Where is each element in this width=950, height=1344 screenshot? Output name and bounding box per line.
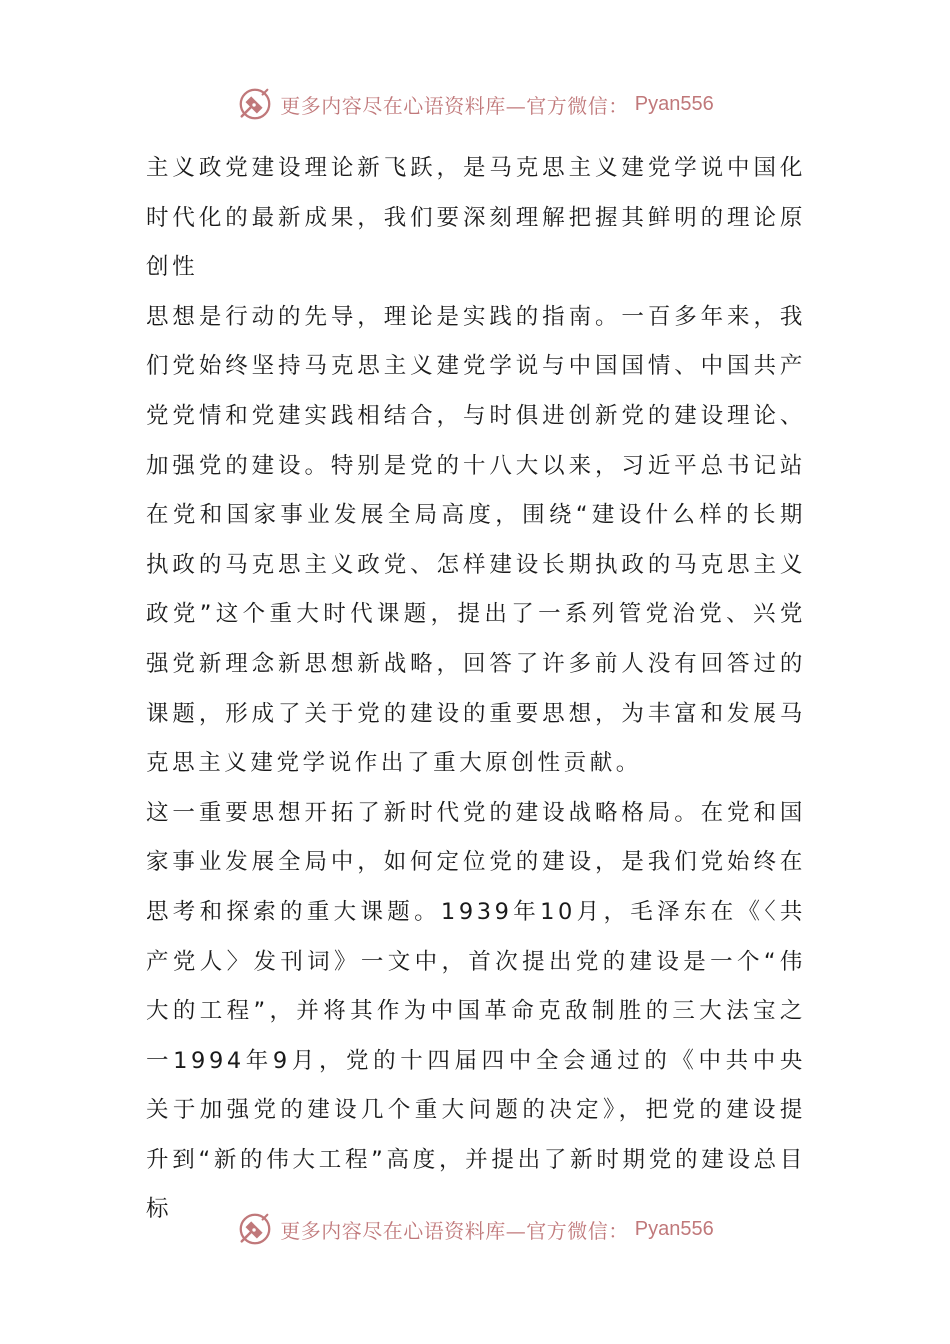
paragraph-3: 这一重要思想开拓了新时代党的建设战略格局。在党和国家事业发展全局中，如何定位党的建设，是我们党始终在思考和探索的重大课题。1939年10月，毛泽东在《〈共产党人〉发刊词》一文中，首次提出党的建设是一个“伟大的工程”，并将其作为中国革命克敌制胜的三大法宝之一1994年9月，党的十四届四中全会通过的《中共中央关于加强党的建设几个重大问题的决定》，把党的建设提升到“新的伟大工程”高度，并提出了新时期党的建设总目标 <box>146 799 806 1223</box>
footer-banner-text: 更多内容尽在心语资料库—官方微信： <box>280 1218 629 1243</box>
pen-nib-logo-icon <box>236 1210 274 1248</box>
header-wechat-id: Pyan556 <box>634 92 714 115</box>
document-body <box>146 144 806 1235</box>
footer-wechat-id: Pyan556 <box>634 1217 714 1240</box>
paragraph-2: 思想是行动的先导，理论是实践的指南。一百多年来，我们党始终坚持马克思主义建党学说与中国国情、中国共产党党情和党建实践相结合，与时俱进创新党的建设理论、加强党的建设。特别是党的十八大以来，习近平总书记站在党和国家事业发展全局高度，围绕“建设什么样的长期执政的马克思主义政党、怎样建设长期执政的马克思主义政党”这个重大时代课题，提出了一系列管党治党、兴党强党新理念新思想新战略，回答了许多前人没有回答过的课题，形成了关于党的建设的重要思想，为丰富和发展马克思主义建党学说作出了重大原创性贡献。 <box>146 303 806 777</box>
footer-banner-inner <box>236 1210 713 1248</box>
pen-nib-logo-icon <box>236 85 274 123</box>
footer-banner <box>0 1207 950 1251</box>
paragraph-1: 主义政党建设理论新飞跃，是马克思主义建党学说中国化时代化的最新成果，我们要深刻理解把握其鲜明的理论原创性 <box>146 155 806 281</box>
header-banner-inner <box>236 85 713 123</box>
header-banner <box>0 82 950 126</box>
header-banner-text: 更多内容尽在心语资料库—官方微信： <box>280 93 629 118</box>
